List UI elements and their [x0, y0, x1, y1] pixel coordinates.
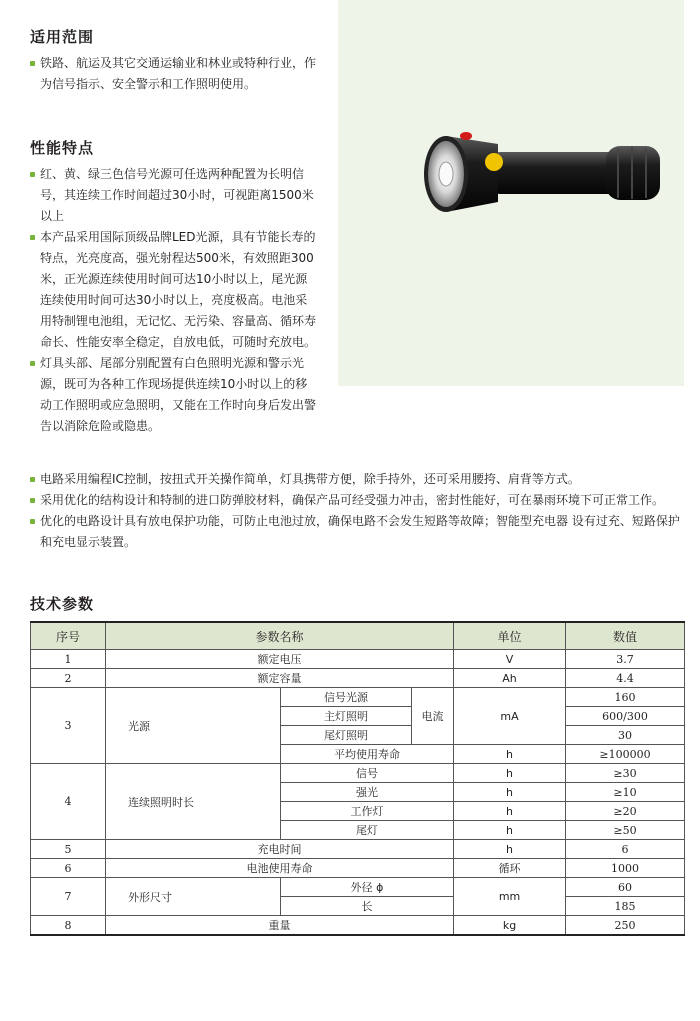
row-number: 2: [31, 669, 106, 688]
param-unit: h: [454, 802, 566, 821]
row-number: 7: [31, 878, 106, 916]
param-name: 额定电压: [106, 650, 454, 669]
list-item: 本产品采用国际顶级品牌LED光源，具有节能长寿的特点，光亮度高，强光射程达500米，有效照距300米，正光源连续使用时间可达10小时以上，尾光源连续使用时间可达30小时以上，亮度极高。电池采用特制锂电池组，无记忆、无污染、容量高、循环寿命长、性能安率全稳定，自放电低，可随时充放电。: [30, 227, 316, 353]
param-value: ≥20: [566, 802, 685, 821]
param-group: 外形尺寸: [106, 878, 281, 916]
sub-param-name: 信号: [281, 764, 454, 783]
param-value: ≥100000: [566, 745, 685, 764]
param-unit: mA: [454, 688, 566, 745]
table-row: [31, 878, 685, 897]
param-unit: kg: [454, 916, 566, 936]
param-value: 4.4: [566, 669, 685, 688]
row-number: 5: [31, 840, 106, 859]
param-unit: h: [454, 840, 566, 859]
param-unit: h: [454, 745, 566, 764]
param-unit: h: [454, 783, 566, 802]
param-unit: h: [454, 764, 566, 783]
param-unit: mm: [454, 878, 566, 916]
row-number: 3: [31, 688, 106, 764]
param-unit: V: [454, 650, 566, 669]
param-value: 3.7: [566, 650, 685, 669]
table-header-row: [31, 622, 685, 650]
spec-table: [30, 621, 685, 936]
col-header-no: 序号: [31, 622, 106, 650]
param-value: ≥50: [566, 821, 685, 840]
list-item: 采用优化的结构设计和特制的进口防弹胶材料，确保产品可经受强力冲击，密封性能好，可在暴雨环境下可正常工作。: [30, 490, 690, 511]
param-value: 160: [566, 688, 685, 707]
param-group: 光源: [106, 688, 281, 764]
row-number: 6: [31, 859, 106, 878]
features-list-wide: [30, 469, 690, 553]
param-unit: h: [454, 821, 566, 840]
sub-param-name: 长: [281, 897, 454, 916]
sub-param-name: 尾灯: [281, 821, 454, 840]
list-item: 红、黄、绿三色信号光源可任选两种配置为长明信号，其连续工作时间超过30小时，可视距离1500米以上: [30, 164, 316, 227]
col-header-unit: 单位: [454, 622, 566, 650]
table-row: [31, 688, 685, 707]
list-item: 铁路、航运及其它交通运输业和林业或特种行业，作为信号指示、安全警示和工作照明使用。: [30, 53, 316, 95]
param-name: 充电时间: [106, 840, 454, 859]
list-item: 优化的电路设计具有放电保护功能，可防止电池过放，确保电路不会发生短路等故障；智能型充电器 设有过充、短路保护和充电显示装置。: [30, 511, 690, 553]
table-row: [31, 840, 685, 859]
param-unit: 循环: [454, 859, 566, 878]
features-heading: 性能特点: [30, 139, 95, 157]
param-value: 185: [566, 897, 685, 916]
table-row: [31, 859, 685, 878]
row-number: 4: [31, 764, 106, 840]
sub-param-name: 平均使用寿命: [281, 745, 454, 764]
param-value: 250: [566, 916, 685, 936]
table-row: [31, 916, 685, 936]
current-label: 电流: [412, 688, 454, 745]
param-name: 重量: [106, 916, 454, 936]
row-number: 8: [31, 916, 106, 936]
sub-param-name: 主灯照明: [281, 707, 412, 726]
sub-param-name: 强光: [281, 783, 454, 802]
col-header-value: 数值: [566, 622, 685, 650]
sub-param-name: 工作灯: [281, 802, 454, 821]
list-item: 电路采用编程IC控制，按扭式开关操作简单，灯具携带方便，除手持外，还可采用腰挎、肩背等方式。: [30, 469, 690, 490]
param-value: 1000: [566, 859, 685, 878]
col-header-name: 参数名称: [106, 622, 454, 650]
param-group: 连续照明时长: [106, 764, 281, 840]
scope-heading: 适用范围: [30, 28, 95, 46]
param-value: 600/300: [566, 707, 685, 726]
row-number: 1: [31, 650, 106, 669]
table-row: [31, 669, 685, 688]
sub-param-name: 外径 ϕ: [281, 878, 454, 897]
table-row: [31, 650, 685, 669]
specs-heading: 技术参数: [30, 595, 95, 613]
param-value: 30: [566, 726, 685, 745]
param-value: ≥10: [566, 783, 685, 802]
list-item: 灯具头部、尾部分别配置有白色照明光源和警示光源，既可为各种工作现场提供连续10小时以上的移动工作照明或应急照明，又能在工作时向身后发出警告以消除危险或隐患。: [30, 353, 316, 437]
param-name: 额定容量: [106, 669, 454, 688]
param-value: ≥30: [566, 764, 685, 783]
param-value: 60: [566, 878, 685, 897]
param-value: 6: [566, 840, 685, 859]
scope-list: [30, 53, 316, 95]
sub-param-name: 尾灯照明: [281, 726, 412, 745]
param-name: 电池使用寿命: [106, 859, 454, 878]
flashlight-image: [406, 126, 662, 222]
table-row: [31, 764, 685, 783]
param-unit: Ah: [454, 669, 566, 688]
features-list: [30, 164, 316, 437]
sub-param-name: 信号光源: [281, 688, 412, 707]
